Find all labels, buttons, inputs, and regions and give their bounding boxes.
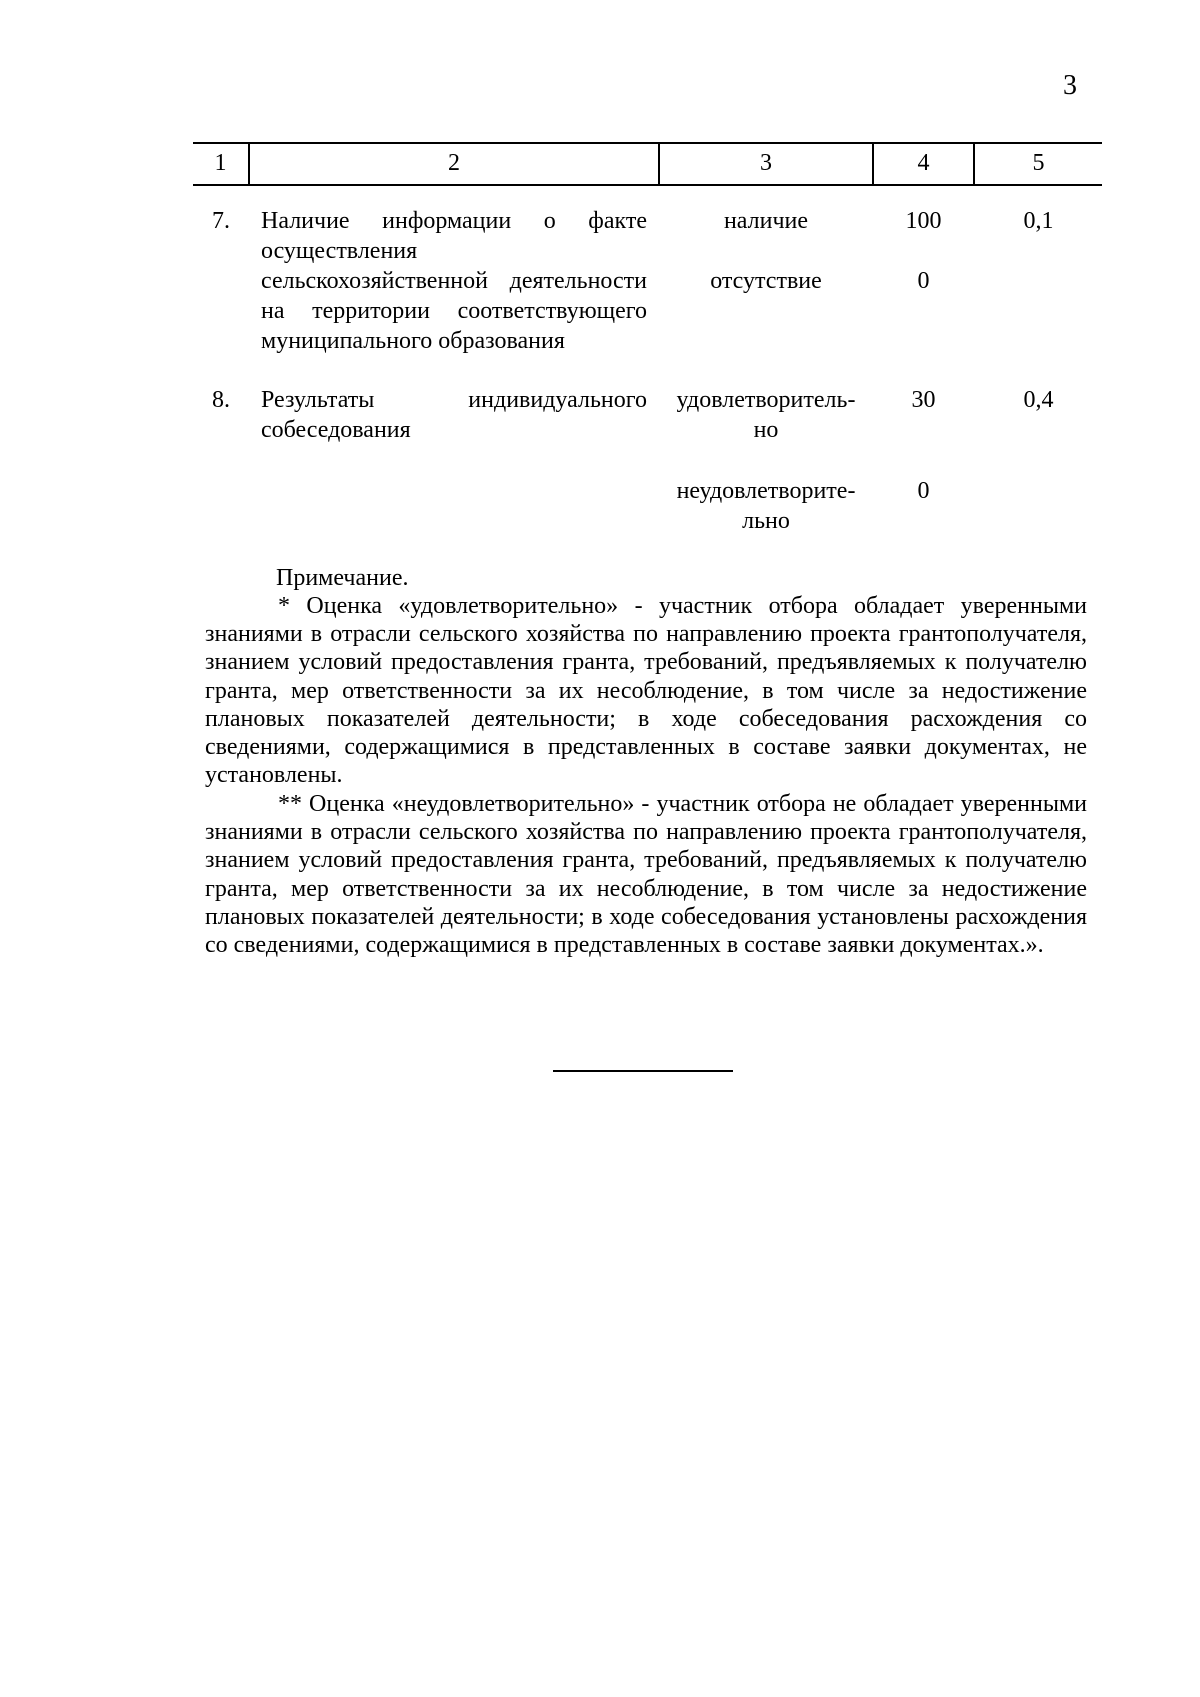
criterion-line: Результаты индивидуального [261, 387, 647, 413]
option-value: наличие [723, 208, 809, 234]
row-number: 8. [212, 387, 230, 413]
header-top-rule [193, 142, 1102, 144]
option-value: удовлетворитель- но [676, 387, 856, 443]
criterion-text [261, 206, 647, 356]
header-col-2: 2 [448, 150, 460, 176]
criterion-line: сельскохозяйственной деятельности [261, 268, 647, 294]
criterion-line: муниципального образования [261, 328, 565, 354]
header-col-4: 4 [917, 150, 930, 176]
option-score: 100 [905, 208, 942, 234]
option-score: 30 [911, 387, 936, 413]
criterion-line: Наличие информации о факте [261, 208, 647, 234]
note-title: Примечание. [276, 565, 409, 591]
option-score: 0 [917, 268, 930, 294]
option-value: отсутствие [710, 268, 822, 294]
note-paragraph: * Оценка «удовлетворительно» - участник отбора обладает уверенными знаниями в отрасли сельского хозяйства по направлению проекта грантополучателя, знанием условий предоставления гранта, требований, предъявляемых к получателю гранта, мер ответственности за их несоблюдение, в том числе за недостижение плановых показателей деятельности; в ходе собеседования расхождения со сведениями, содержащимися в представленных в составе заявки документах, не установлены. [205, 593, 1087, 789]
header-bottom-rule [193, 184, 1102, 186]
end-rule [553, 1070, 733, 1072]
criterion-line: собеседования [261, 417, 411, 443]
header-col-1: 1 [214, 150, 227, 176]
criterion-line: осуществления [261, 238, 418, 264]
criterion-line: на территории соответствующего [261, 298, 647, 324]
row-weight: 0,1 [1023, 208, 1054, 234]
criterion-text [261, 385, 647, 445]
page-number: 3 [1063, 70, 1077, 101]
row-number: 7. [212, 208, 230, 234]
row-weight: 0,4 [1023, 387, 1054, 413]
option-value: неудовлетворите- льно [676, 478, 856, 534]
header-col-5: 5 [1032, 150, 1045, 176]
note-paragraph: ** Оценка «неудовлетворительно» - участник отбора не обладает уверенными знаниями в отрасли сельского хозяйства по направлению проекта грантополучателя, знанием условий предоставления гранта, требований, предъявляемых к получателю гранта, мер ответственности за их несоблюдение, в том числе за недостижение плановых показателей деятельности; в ходе собеседования установлены расхождения со сведениями, содержащимися в представленных в составе заявки документах.». [205, 791, 1087, 959]
header-col-3: 3 [760, 150, 772, 176]
option-score: 0 [917, 478, 930, 504]
